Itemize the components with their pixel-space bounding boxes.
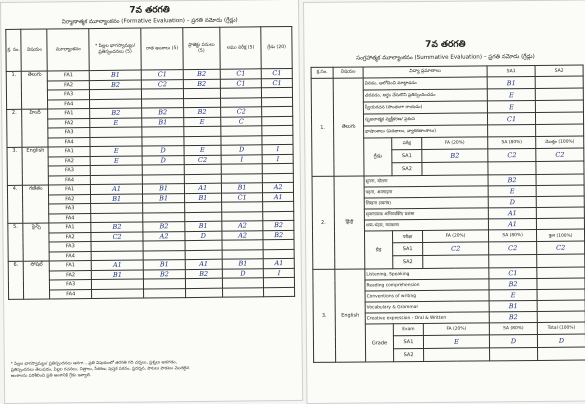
footnote-line: ప్రతిస్పందనలు తెలుపడం, పిల్లల రచనలు, చిత్రాలు, సేకరణ, పుస్తక పఠనం, ప్రదర్శన, పాటలు పాడటం మొదలైన <box>10 365 190 372</box>
fa-grade <box>422 162 488 176</box>
grade-cell <box>185 240 222 250</box>
footnote <box>11 358 291 379</box>
sa2-grade <box>536 174 584 185</box>
grade-cell: A1 <box>91 260 143 270</box>
grade-cell <box>222 211 264 221</box>
criteria-label: सृजनात्मक अभिव्यक्ति/ प्रशंसा <box>364 208 488 220</box>
sa1-grade: B2 <box>489 311 537 322</box>
fa-grade: E <box>423 335 489 349</box>
sa2-grade <box>537 311 585 322</box>
fa-label: FA1 <box>48 147 90 157</box>
grade-cell <box>184 174 221 184</box>
grade-cell: C2 <box>221 107 263 117</box>
fa-label: FA3 <box>49 204 91 214</box>
subject-number: 5. <box>8 223 24 261</box>
sa1-grade: E <box>489 289 537 300</box>
sa1-grade: E <box>488 185 536 196</box>
grade-label: గ్రేడు <box>364 138 392 176</box>
grade-cell: B2 <box>90 108 142 118</box>
exam-header: Exam <box>393 323 423 335</box>
grade-cell: C1 <box>262 78 293 88</box>
sa1-grade: D <box>488 196 536 207</box>
sa-grade: C2 <box>488 148 536 161</box>
summative-subtitle: సంగ్రహాత్మక మూల్యాంకనం (Summative Evaluation) – ప్రగతి నమోదు (గ్రేడ్లు) <box>356 53 535 62</box>
exam-header: परीक्षा <box>392 230 422 242</box>
grade-cell <box>222 278 264 288</box>
fa-label: FA3 <box>50 280 92 290</box>
grade-cell: D <box>222 268 264 278</box>
fa-label: FA1 <box>49 223 91 233</box>
subject-header: విషయం <box>333 67 363 78</box>
grade-cell: B2 <box>91 222 143 232</box>
grade-cell <box>221 126 263 136</box>
grade-cell: A2 <box>222 221 264 231</box>
subject-number: 6. <box>8 261 24 299</box>
subject-number: 1. <box>311 78 334 176</box>
subject-name: హిందీ <box>22 109 49 147</box>
sa1-grade: B2 <box>488 174 536 185</box>
sa2-grade <box>536 124 584 136</box>
grade-cell <box>222 249 264 259</box>
sa1-grade: B1 <box>489 300 537 311</box>
grade-cell: B2 <box>183 69 220 79</box>
grade-cell: B1 <box>184 193 221 203</box>
grade-cell <box>144 279 186 289</box>
total-grade: C2 <box>536 148 584 161</box>
criteria-label: लिखना (स्वतंत्र) <box>364 197 488 209</box>
subject-number: 2. <box>312 176 335 269</box>
grade-cell <box>262 97 293 107</box>
criteria-label: Vocabulary & Grammar <box>365 301 489 313</box>
total-grade <box>537 254 585 267</box>
grade-cell <box>263 239 294 249</box>
fa-label: FA2 <box>50 270 92 280</box>
grade-cell <box>142 89 184 99</box>
fa-label: FA1 <box>48 71 90 81</box>
grade-cell: B2 <box>143 222 185 232</box>
grade-cell: B1 <box>142 117 184 127</box>
grade-cell <box>184 126 221 136</box>
sa1-grade: B2 <box>489 278 537 289</box>
grade-cell: D <box>185 231 222 241</box>
grade-cell: A2 <box>263 182 294 192</box>
grade-cell: C2 <box>142 79 184 89</box>
grade-cell <box>183 98 220 108</box>
subject-header: విషయం <box>21 29 48 71</box>
grade-cell <box>185 250 222 260</box>
grade-cell: C1 <box>221 192 263 202</box>
grade-cell: C2 <box>184 155 221 165</box>
grade-cell: B2 <box>263 230 294 240</box>
grade-cell: A1 <box>263 192 294 202</box>
criteria-label: చదవడం, అర్థం చేసుకొని ప్రతిస్పందించడం <box>363 89 487 102</box>
fa-label: FA3 <box>48 90 90 100</box>
fa-label: FA4 <box>48 99 90 109</box>
subject-number: 3. <box>7 147 23 185</box>
grade-cell <box>90 175 142 185</box>
fa-label: FA2 <box>48 80 90 90</box>
grade-cell: C2 <box>91 232 143 242</box>
fa-label: FA4 <box>49 213 91 223</box>
sa2-grade <box>537 289 585 300</box>
criteria-label: సృజనాత్మక వ్యక్తీకరణ/ ప్రశంస <box>363 113 487 126</box>
grade-cell: D <box>142 155 184 165</box>
fa-label: FA1 <box>50 261 92 271</box>
fa-label: FA1 <box>48 109 90 119</box>
fa-label: FA4 <box>49 175 91 185</box>
grade-cell <box>221 173 263 183</box>
footnote-line: అంశాలను పరిశీలించి ప్రతి అంశానికి గ్రేడు ఇవ్వాలి. <box>10 372 92 378</box>
grade-cell: E <box>184 145 221 155</box>
fa-label: FA4 <box>50 251 92 261</box>
sa-grade: D <box>489 334 537 347</box>
fa-percent-header: FA (20%) <box>423 323 489 336</box>
grade-header: గ్రేడు (20) <box>261 26 292 68</box>
formative-row <box>9 287 295 299</box>
formative-subtitle: నిర్మాణాత్మక మూల్యాంకనం (Formative Evaluation) – ప్రగతి నమోదు (గ్రేడ్లు) <box>61 17 238 26</box>
fa-label: FA2 <box>49 156 91 166</box>
criteria-label: భాషాంశాలు (పదజాలం, వ్యాకరణాంశాలు) <box>364 125 488 138</box>
grade-cell: E <box>184 117 221 127</box>
grade-cell <box>262 106 293 116</box>
subject-number: 4. <box>7 185 23 223</box>
grade-cell <box>222 240 264 250</box>
grade-cell <box>91 241 143 251</box>
grade-cell: A2 <box>143 231 185 241</box>
fa-label: FA2 <box>49 194 91 204</box>
summative-evaluation-page <box>303 0 585 404</box>
sa2-grade <box>536 218 584 229</box>
sa1-grade: C1 <box>488 112 536 124</box>
grade-cell: B2 <box>144 269 186 279</box>
sa1-grade: A1 <box>488 207 536 218</box>
grade-cell: B2 <box>185 269 222 279</box>
fa-label: FA3 <box>49 242 91 252</box>
grade-cell <box>143 241 185 251</box>
grade-cell <box>143 174 185 184</box>
exam-label: SA1 <box>392 149 422 162</box>
fa-grade: C2 <box>423 242 489 256</box>
sno-header: క్ర.సం. <box>311 67 333 78</box>
grade-label: ग्रेड <box>365 231 393 269</box>
sa2-grade <box>536 207 584 218</box>
sa-percent-header: SA (80%) <box>488 136 536 148</box>
fa-label: FA3 <box>49 166 91 176</box>
fa-label: FA4 <box>50 289 92 299</box>
grade-cell: B2 <box>89 80 141 90</box>
fa-label: FA2 <box>49 232 91 242</box>
fa-grade <box>424 348 490 362</box>
grade-cell <box>184 202 221 212</box>
grade-cell: B1 <box>144 260 186 270</box>
criteria-label: सुनना, बोलना <box>364 175 488 187</box>
grade-cell: B2 <box>263 220 294 230</box>
subject-name: English <box>335 269 366 362</box>
summative-grades-table <box>311 65 585 363</box>
criteria-label: Listening, Speaking <box>365 268 489 280</box>
criteria-label: Creative expression - Oral & Written <box>365 312 489 324</box>
grade-cell <box>220 88 262 98</box>
grade-cell <box>142 98 184 108</box>
grade-cell <box>262 135 293 145</box>
grade-cell <box>185 288 222 298</box>
exam-label: SA1 <box>393 335 423 348</box>
sa1-grade <box>488 124 536 136</box>
fa-label: FA1 <box>49 185 91 195</box>
subject-name: English <box>22 147 49 185</box>
grade-cell <box>221 135 263 145</box>
grade-cell <box>90 127 142 137</box>
grade-cell <box>143 250 185 260</box>
exam-label: SA2 <box>393 255 423 268</box>
exam-label: SA2 <box>394 348 424 361</box>
sa2-grade <box>536 196 584 207</box>
subject-number: 3. <box>313 269 336 362</box>
grade-cell <box>263 173 294 183</box>
fa-label: FA2 <box>48 118 90 128</box>
grade-cell: C1 <box>220 78 262 88</box>
grade-cell <box>91 279 143 289</box>
grade-cell: E <box>90 118 142 128</box>
grade-cell <box>91 213 143 223</box>
grade-cell: E <box>90 146 142 156</box>
sa1-grade: A1 <box>488 218 536 229</box>
grade-cell: B1 <box>185 221 222 231</box>
grade-cell <box>262 116 293 126</box>
grade-cell <box>222 202 264 212</box>
fa-percent-header: FA (20%) <box>422 137 488 150</box>
criteria-label: Conventions of writing <box>365 290 489 302</box>
sno-header: క్ర. సం. <box>6 29 22 71</box>
grade-cell <box>263 201 294 211</box>
grade-cell <box>89 89 141 99</box>
grade-cell: B1 <box>222 259 264 269</box>
grade-cell: I <box>221 154 263 164</box>
grade-cell: C1 <box>262 68 293 78</box>
assessment-header: మూల్యాంకనం <box>47 29 89 71</box>
grade-cell <box>185 278 222 288</box>
grade-cell <box>143 212 185 222</box>
grade-label: Grade <box>365 324 393 362</box>
grade-cell <box>142 136 184 146</box>
grade-cell <box>221 164 263 174</box>
exam-label: SA1 <box>393 242 423 255</box>
total-percent-header: Total (100%) <box>537 322 585 334</box>
sa1-grade: B1 <box>487 76 535 88</box>
criteria-label: पढ़ना, अवगाहना <box>364 186 488 198</box>
grade-cell <box>185 212 222 222</box>
project-header: ప్రాజెక్టు పనులు (5) <box>183 27 221 69</box>
grade-cell: D <box>142 146 184 156</box>
grade-cell: C1 <box>142 70 184 80</box>
sa2-grade <box>537 267 585 278</box>
fa-grade <box>423 255 489 269</box>
total-grade <box>538 347 585 360</box>
sa2-grade <box>536 112 584 124</box>
grade-cell <box>263 211 294 221</box>
grade-cell <box>222 287 264 297</box>
formative-grades-table <box>5 26 295 300</box>
class-title-right: 7వ తరగతి <box>425 39 466 50</box>
grade-cell <box>183 88 220 98</box>
total-percent-header: कुल (100%) <box>537 229 585 241</box>
sa2-grade <box>536 185 584 196</box>
sa2-header: SA2 <box>535 65 583 76</box>
grade-cell: I <box>264 268 295 278</box>
criteria-label: వినడం, ఆలోచించి మాట్లాడడం <box>363 77 487 90</box>
grade-cell: I <box>262 144 293 154</box>
sa2-grade <box>535 88 583 100</box>
sa-percent-header: SA (80%) <box>489 229 537 241</box>
grade-cell: B1 <box>91 270 143 280</box>
grade-cell: A1 <box>184 183 221 193</box>
total-percent-header: మొత్తం (100%) <box>536 136 584 148</box>
grade-cell: B2 <box>142 108 184 118</box>
sa1-grade: C1 <box>489 267 537 278</box>
sa-grade <box>488 161 536 174</box>
sa2-grade <box>535 100 583 112</box>
grade-cell: I <box>262 154 293 164</box>
grade-cell: B2 <box>183 107 220 117</box>
grade-cell: B1 <box>143 184 185 194</box>
grade-cell: B1 <box>221 183 263 193</box>
grade-cell: A1 <box>90 184 142 194</box>
sa-grade <box>489 254 537 267</box>
footnote-line: * పిల్లల భాగస్వామ్యం/ ప్రతిస్పందనలు అనగా... ప్రతి విషయంలో తరగతి గది చర్చలు, ప్రశ్నలు అడగడం, <box>10 359 177 366</box>
total-grade <box>536 161 584 174</box>
written-header: రాత అంశాలు (5) <box>141 28 183 70</box>
grade-cell: C1 <box>220 69 262 79</box>
grade-cell <box>90 165 142 175</box>
grade-cell <box>264 287 295 297</box>
subject-name: సోషల్ <box>23 261 50 299</box>
fa-label: FA4 <box>48 137 90 147</box>
criteria-label: Reading comprehension <box>365 279 489 291</box>
subject-name: గణితం <box>23 185 50 223</box>
criteria-label: స్వీయరచన (సొంతంగా రాయడం) <box>363 101 487 114</box>
sa-grade: C2 <box>489 241 537 254</box>
grade-cell: B1 <box>90 194 142 204</box>
grade-cell: D <box>221 145 263 155</box>
sa1-grade: E <box>487 88 535 100</box>
criteria-header: విద్యా ప్రమాణాలు <box>363 66 487 78</box>
grade-cell: B2 <box>183 79 220 89</box>
sa-percent-header: SA (80%) <box>489 322 537 334</box>
exam-header: పరీక్ష <box>392 137 422 149</box>
sa-grade <box>490 347 538 360</box>
subject-name: తెలుగు <box>22 71 49 109</box>
total-grade: C2 <box>537 241 585 254</box>
subject-number: 2. <box>7 109 23 147</box>
grade-cell: E <box>90 156 142 166</box>
subject-name: हिंदी <box>334 176 365 269</box>
grade-cell <box>264 277 295 287</box>
grade-cell <box>89 99 141 109</box>
grade-cell <box>262 87 293 97</box>
fa-label: FA3 <box>48 128 90 138</box>
subject-name: తెలుగు <box>333 78 364 176</box>
grade-cell: C <box>221 116 263 126</box>
grade-cell <box>263 163 294 173</box>
grade-cell <box>184 164 221 174</box>
class-title-left: 7వ తరగతి <box>129 5 170 16</box>
grade-cell: A1 <box>264 258 295 268</box>
grade-cell <box>220 97 262 107</box>
sa2-grade <box>535 76 583 88</box>
grade-cell: A1 <box>185 259 222 269</box>
grade-cell <box>143 165 185 175</box>
grade-cell <box>90 137 142 147</box>
subject-name: సైన్స్ <box>23 223 50 261</box>
grade-cell <box>144 288 186 298</box>
grade-cell <box>262 125 293 135</box>
subject-number: 1. <box>6 71 22 109</box>
grade-cell: B1 <box>89 70 141 80</box>
grade-cell: A2 <box>222 230 264 240</box>
participation-header: * పిల్లల భాగస్వామ్యం/ ప్రతిస్పందనలు (5) <box>89 28 142 71</box>
grade-cell <box>142 127 184 137</box>
short-test-header: లఘు పరీక్ష (5) <box>220 27 262 69</box>
grade-cell <box>184 136 221 146</box>
grade-cell <box>91 289 143 299</box>
fa-grade: B2 <box>422 149 488 163</box>
grade-cell: B1 <box>143 193 185 203</box>
criteria-label: शब्द-भंडार, व्याकरण <box>364 219 488 231</box>
sa1-grade: E <box>487 100 535 112</box>
sa2-grade <box>537 278 585 289</box>
grade-cell <box>91 251 143 261</box>
exam-label: SA2 <box>392 162 422 175</box>
sa2-grade <box>537 300 585 311</box>
fa-percent-header: FA (20%) <box>422 230 488 243</box>
grade-cell <box>143 203 185 213</box>
sa1-header: SA1 <box>487 65 535 76</box>
total-grade: D <box>537 334 585 347</box>
grade-cell <box>91 203 143 213</box>
grade-cell <box>263 249 294 259</box>
